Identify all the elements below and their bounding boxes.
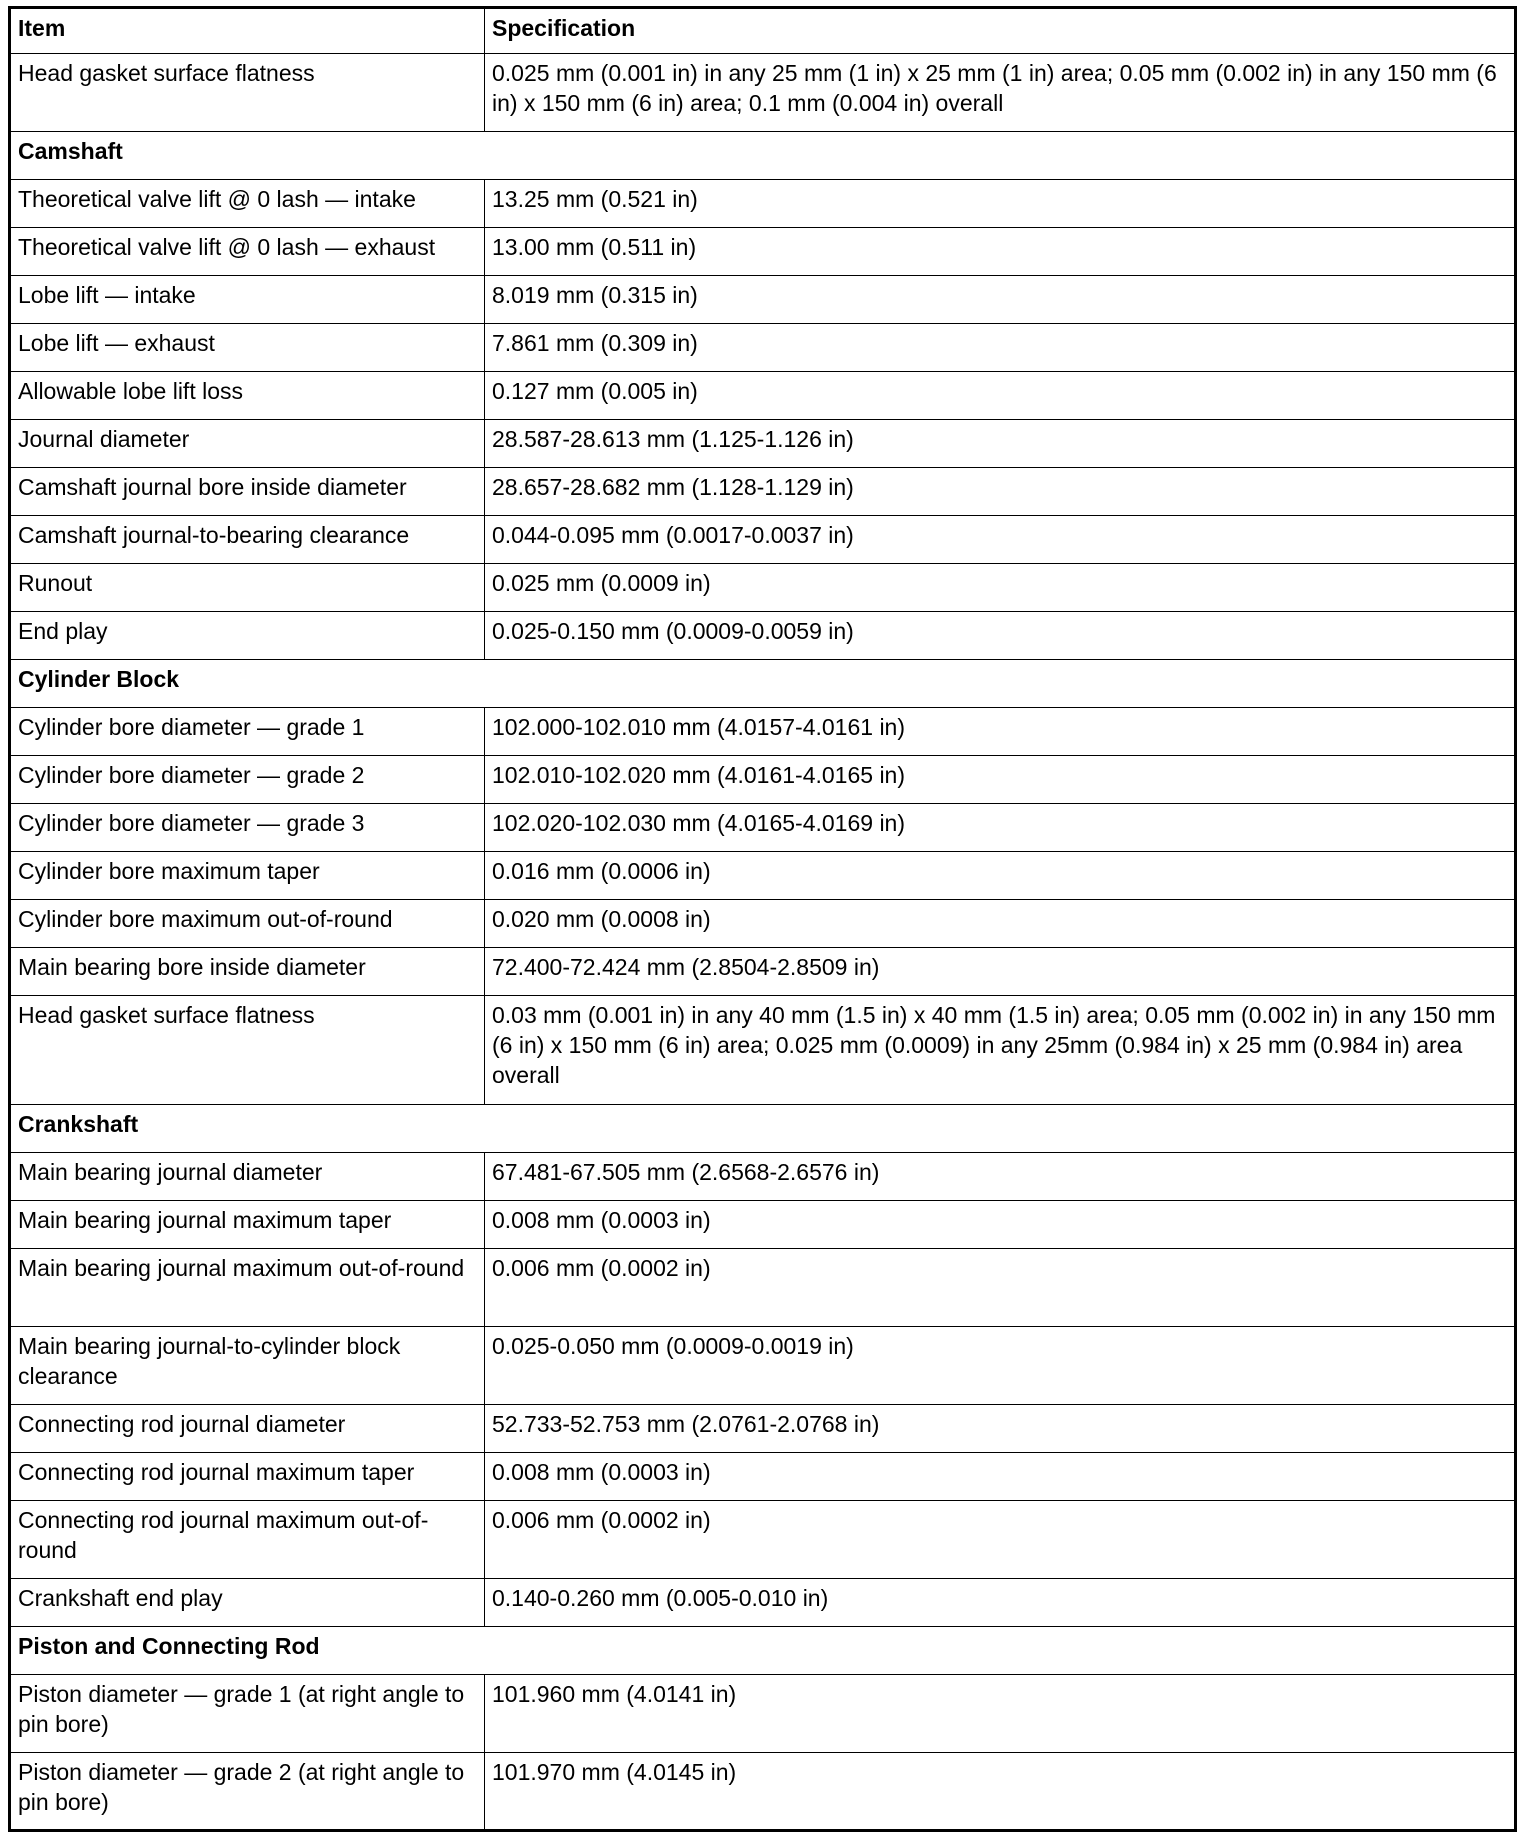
spec-cell: 0.016 mm (0.0006 in) xyxy=(485,852,1516,900)
table-row xyxy=(10,1753,1516,1831)
spec-cell: 0.025 mm (0.0009 in) xyxy=(485,564,1516,612)
item-cell: Head gasket surface flatness xyxy=(10,54,485,132)
table-row xyxy=(10,228,1516,276)
item-cell: Runout xyxy=(10,564,485,612)
spec-cell: 72.400-72.424 mm (2.8504-2.8509 in) xyxy=(485,948,1516,996)
table-row xyxy=(10,420,1516,468)
spec-cell: 0.020 mm (0.0008 in) xyxy=(485,900,1516,948)
table-row xyxy=(10,1201,1516,1249)
item-cell: Cylinder bore maximum taper xyxy=(10,852,485,900)
item-cell: Main bearing journal-to-cylinder block clearance xyxy=(10,1327,485,1405)
section-heading: Camshaft xyxy=(10,132,1516,180)
item-cell: Main bearing bore inside diameter xyxy=(10,948,485,996)
spec-cell: 13.25 mm (0.521 in) xyxy=(485,180,1516,228)
table-row xyxy=(10,612,1516,660)
table-row xyxy=(10,948,1516,996)
section-heading: Cylinder Block xyxy=(10,660,1516,708)
item-cell: Connecting rod journal maximum taper xyxy=(10,1453,485,1501)
item-cell: Cylinder bore diameter — grade 2 xyxy=(10,756,485,804)
spec-cell: 0.127 mm (0.005 in) xyxy=(485,372,1516,420)
section-row xyxy=(10,660,1516,708)
table-row xyxy=(10,708,1516,756)
table-row xyxy=(10,564,1516,612)
table-row xyxy=(10,852,1516,900)
section-row xyxy=(10,1627,1516,1675)
table-body xyxy=(10,54,1516,1831)
item-cell: End play xyxy=(10,612,485,660)
table-row xyxy=(10,1327,1516,1405)
table-row xyxy=(10,1405,1516,1453)
table-row xyxy=(10,996,1516,1105)
table-row xyxy=(10,1153,1516,1201)
item-cell: Lobe lift — intake xyxy=(10,276,485,324)
table-row xyxy=(10,1579,1516,1627)
item-cell: Main bearing journal maximum taper xyxy=(10,1201,485,1249)
item-cell: Connecting rod journal diameter xyxy=(10,1405,485,1453)
section-heading: Piston and Connecting Rod xyxy=(10,1627,1516,1675)
section-heading: Crankshaft xyxy=(10,1105,1516,1153)
table-row xyxy=(10,900,1516,948)
item-cell: Head gasket surface flatness xyxy=(10,996,485,1105)
item-cell: Journal diameter xyxy=(10,420,485,468)
item-cell: Theoretical valve lift @ 0 lash — intake xyxy=(10,180,485,228)
item-cell: Camshaft journal bore inside diameter xyxy=(10,468,485,516)
table-row xyxy=(10,180,1516,228)
table-row xyxy=(10,804,1516,852)
item-cell: Lobe lift — exhaust xyxy=(10,324,485,372)
spec-cell: 67.481-67.505 mm (2.6568-2.6576 in) xyxy=(485,1153,1516,1201)
spec-cell: 101.960 mm (4.0141 in) xyxy=(485,1675,1516,1753)
item-cell: Main bearing journal diameter xyxy=(10,1153,485,1201)
table-row xyxy=(10,1675,1516,1753)
spec-cell: 8.019 mm (0.315 in) xyxy=(485,276,1516,324)
table-row xyxy=(10,1501,1516,1579)
spec-cell: 13.00 mm (0.511 in) xyxy=(485,228,1516,276)
spec-cell: 102.020-102.030 mm (4.0165-4.0169 in) xyxy=(485,804,1516,852)
item-cell: Theoretical valve lift @ 0 lash — exhaust xyxy=(10,228,485,276)
spec-cell: 52.733-52.753 mm (2.0761-2.0768 in) xyxy=(485,1405,1516,1453)
spec-cell: 0.03 mm (0.001 in) in any 40 mm (1.5 in) x 40 mm (1.5 in) area; 0.05 mm (0.002 in) in any 150 mm (6 in) x 150 mm (6 in) area; 0.025 mm (0.0009) in any 25mm (0.984 in) x 25 mm (0.984 in) area overall xyxy=(485,996,1516,1105)
table-row xyxy=(10,1453,1516,1501)
item-cell: Piston diameter — grade 1 (at right angle to pin bore) xyxy=(10,1675,485,1753)
spec-cell: 0.006 mm (0.0002 in) xyxy=(485,1501,1516,1579)
table-row xyxy=(10,516,1516,564)
spec-cell: 0.008 mm (0.0003 in) xyxy=(485,1453,1516,1501)
item-cell: Crankshaft end play xyxy=(10,1579,485,1627)
spec-cell: 102.010-102.020 mm (4.0161-4.0165 in) xyxy=(485,756,1516,804)
table-header-row xyxy=(10,8,1516,54)
specification-table xyxy=(8,6,1517,1832)
spec-cell: 0.006 mm (0.0002 in) xyxy=(485,1249,1516,1327)
spec-cell: 101.970 mm (4.0145 in) xyxy=(485,1753,1516,1831)
section-row xyxy=(10,132,1516,180)
item-cell: Connecting rod journal maximum out-of-round xyxy=(10,1501,485,1579)
spec-cell: 0.025-0.150 mm (0.0009-0.0059 in) xyxy=(485,612,1516,660)
table-row xyxy=(10,54,1516,132)
item-cell: Camshaft journal-to-bearing clearance xyxy=(10,516,485,564)
spec-cell: 28.587-28.613 mm (1.125-1.126 in) xyxy=(485,420,1516,468)
spec-cell: 0.140-0.260 mm (0.005-0.010 in) xyxy=(485,1579,1516,1627)
spec-cell: 102.000-102.010 mm (4.0157-4.0161 in) xyxy=(485,708,1516,756)
item-cell: Allowable lobe lift loss xyxy=(10,372,485,420)
spec-cell: 7.861 mm (0.309 in) xyxy=(485,324,1516,372)
table-row xyxy=(10,324,1516,372)
spec-cell: 0.044-0.095 mm (0.0017-0.0037 in) xyxy=(485,516,1516,564)
table-row xyxy=(10,276,1516,324)
spec-cell: 28.657-28.682 mm (1.128-1.129 in) xyxy=(485,468,1516,516)
table-row xyxy=(10,372,1516,420)
item-cell: Cylinder bore diameter — grade 3 xyxy=(10,804,485,852)
section-row xyxy=(10,1105,1516,1153)
item-column-header: Item xyxy=(10,8,485,54)
item-cell: Main bearing journal maximum out-of-round xyxy=(10,1249,485,1327)
item-cell: Piston diameter — grade 2 (at right angle to pin bore) xyxy=(10,1753,485,1831)
table-row xyxy=(10,468,1516,516)
item-cell: Cylinder bore maximum out-of-round xyxy=(10,900,485,948)
spec-cell: 0.008 mm (0.0003 in) xyxy=(485,1201,1516,1249)
table-row xyxy=(10,756,1516,804)
spec-cell: 0.025 mm (0.001 in) in any 25 mm (1 in) x 25 mm (1 in) area; 0.05 mm (0.002 in) in any 150 mm (6 in) x 150 mm (6 in) area; 0.1 mm (0.004 in) overall xyxy=(485,54,1516,132)
table-row xyxy=(10,1249,1516,1327)
spec-cell: 0.025-0.050 mm (0.0009-0.0019 in) xyxy=(485,1327,1516,1405)
item-cell: Cylinder bore diameter — grade 1 xyxy=(10,708,485,756)
specification-column-header: Specification xyxy=(485,8,1516,54)
